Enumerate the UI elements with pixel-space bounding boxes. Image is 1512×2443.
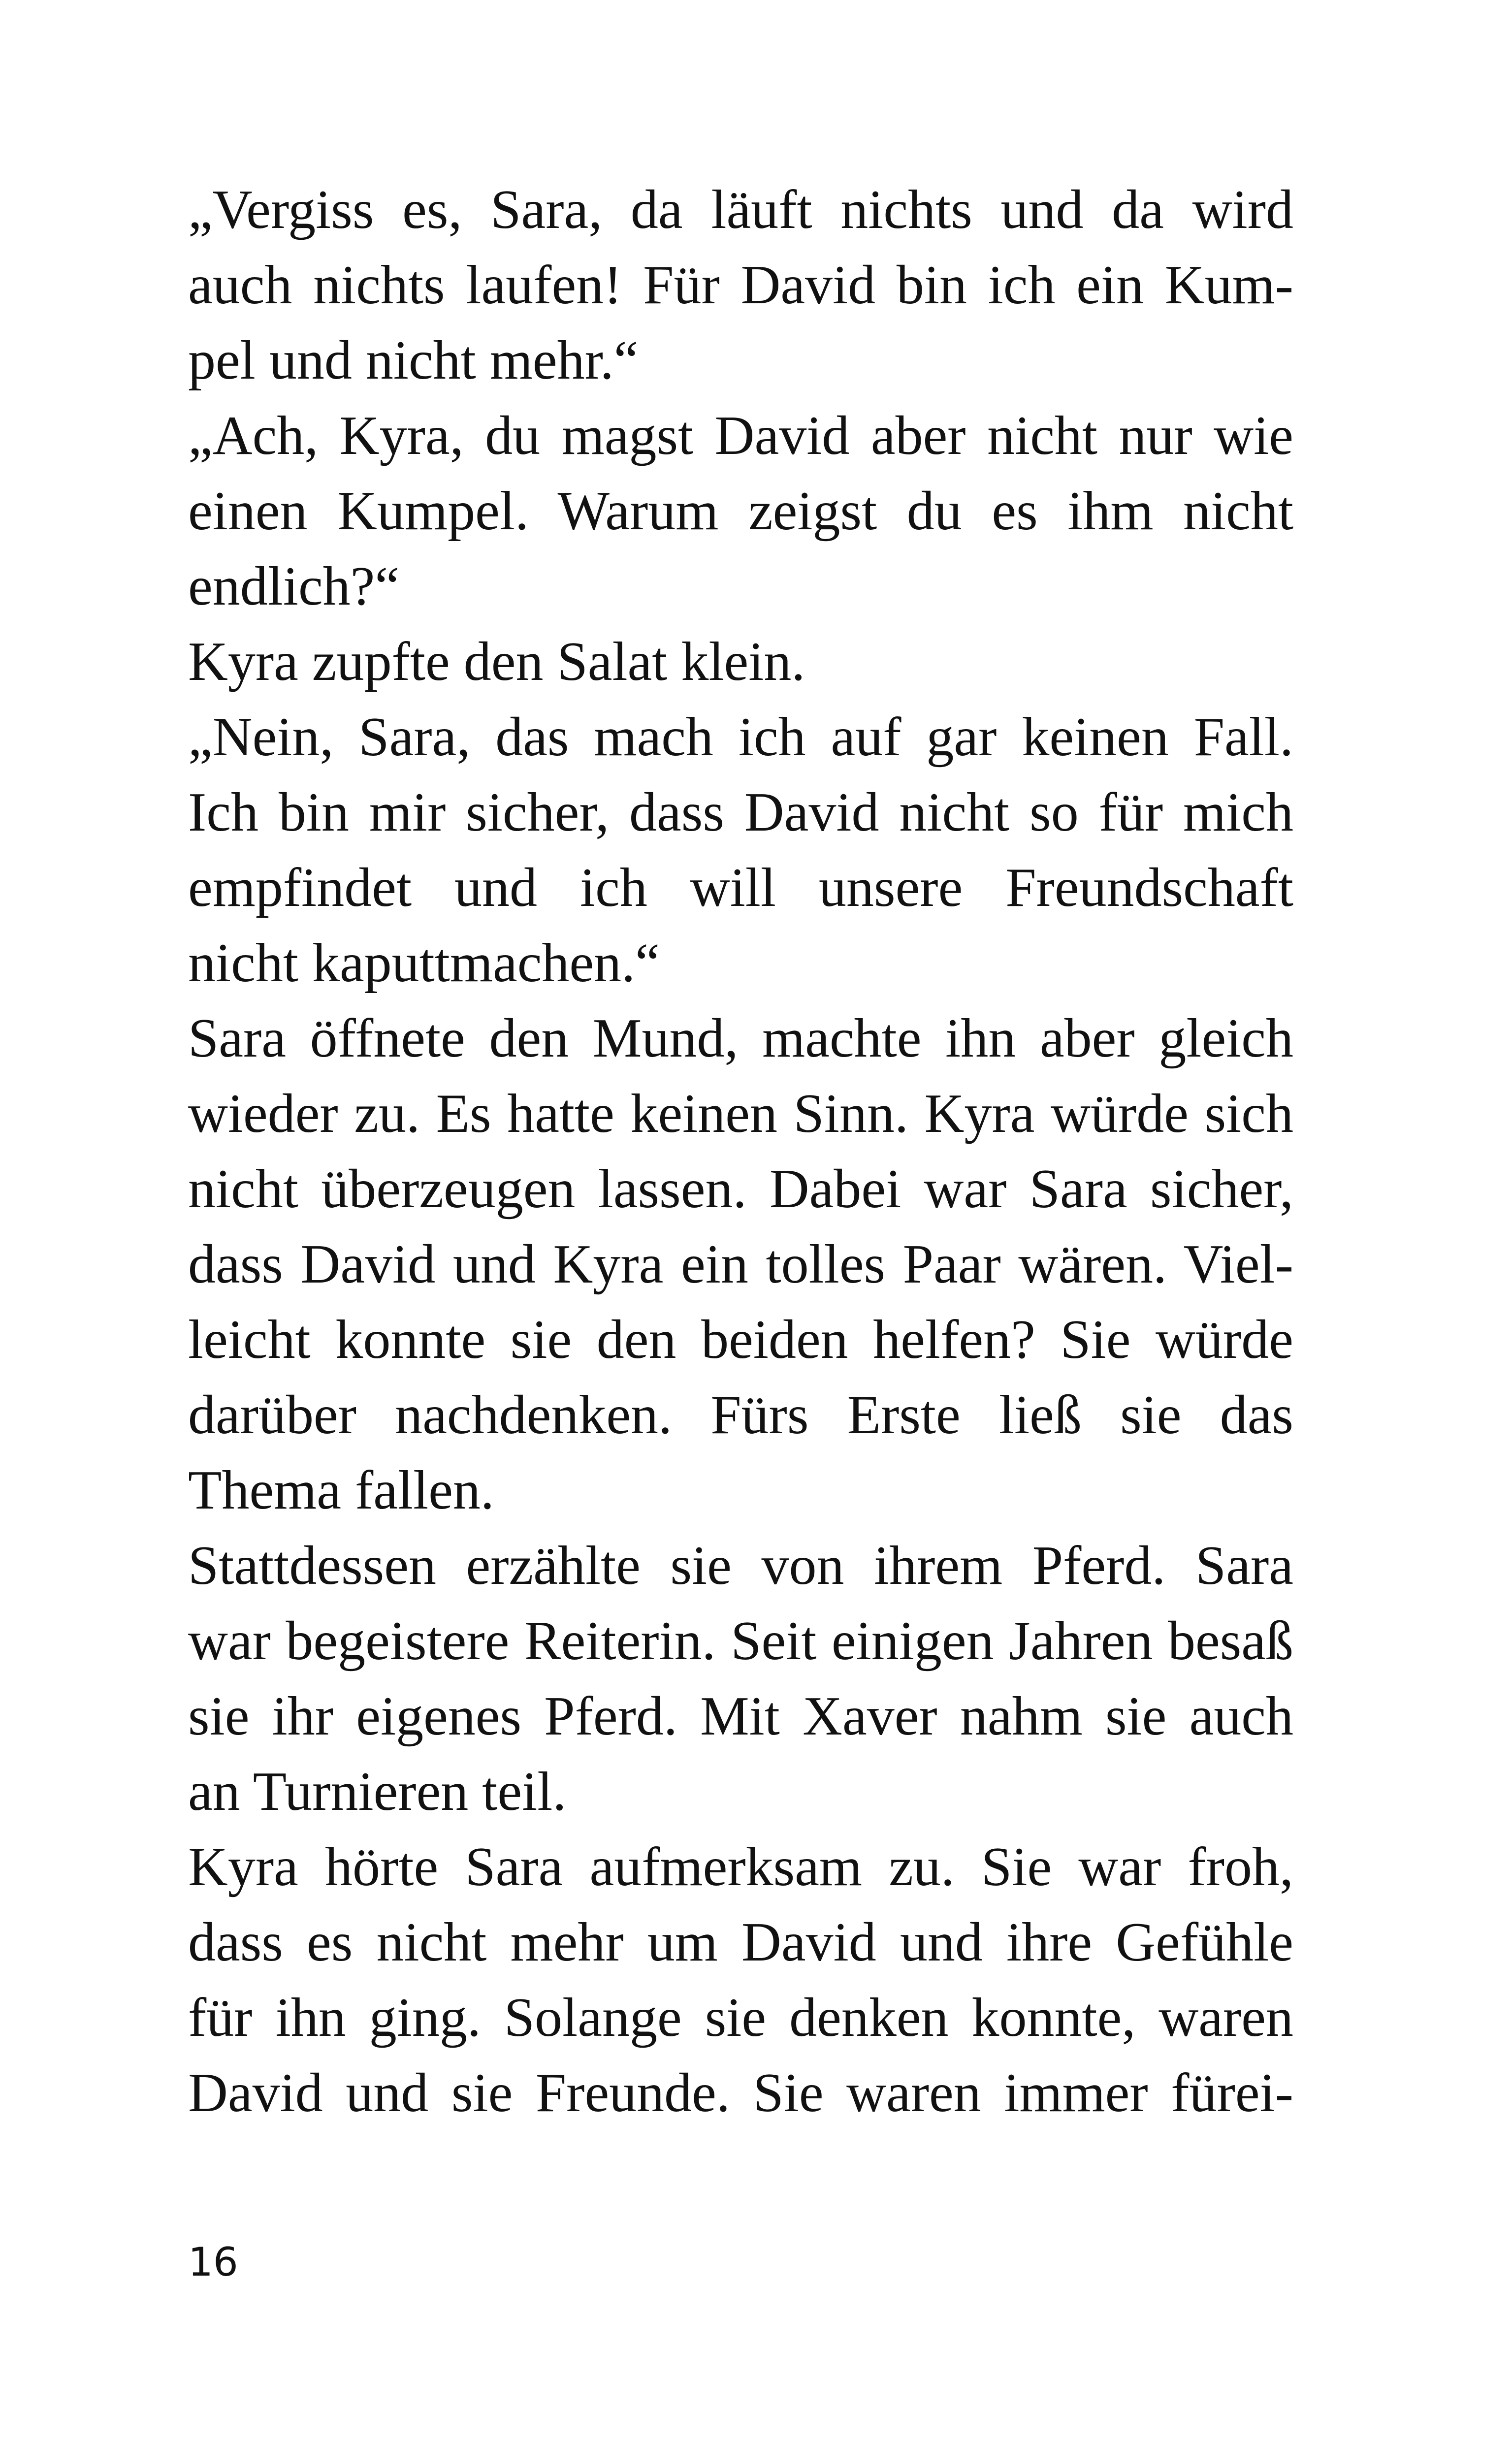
text-line: für ihn ging. Solange sie denken konnte, waren [188, 1987, 1293, 2048]
text-line: einen Kumpel. Warum zeigst du es ihm nicht [188, 481, 1293, 542]
text-line: nicht überzeugen lassen. Dabei war Sara sicher, [188, 1158, 1293, 1220]
page-number: 16 [188, 2239, 238, 2285]
text-line: leicht konnte sie den beiden helfen? Sie würde [188, 1309, 1293, 1370]
text-line: empfindet und ich will unsere Freundschaft [188, 857, 1293, 918]
text-line: sie ihr eigenes Pferd. Mit Xaver nahm sie auch [188, 1686, 1293, 1747]
text-line: Thema fallen. [188, 1460, 494, 1521]
text-line: dass es nicht mehr um David und ihre Gefühle [188, 1912, 1293, 1973]
text-line: nicht kaputtmachen.“ [188, 932, 660, 994]
text-line: David und sie Freunde. Sie waren immer fürei- [188, 2062, 1293, 2123]
text-line: „Nein, Sara, das mach ich auf gar keinen Fall. [188, 707, 1293, 768]
text-line: wieder zu. Es hatte keinen Sinn. Kyra würde sich [188, 1083, 1293, 1144]
text-line: dass David und Kyra ein tolles Paar wären. Viel- [188, 1234, 1293, 1295]
text-line: darüber nachdenken. Fürs Erste ließ sie das [188, 1384, 1293, 1446]
text-line: „Ach, Kyra, du magst David aber nicht nur wie [188, 405, 1293, 466]
text-line: war begeistere Reiterin. Seit einigen Jahren besaß [188, 1610, 1293, 1672]
text-line: an Turnieren teil. [188, 1761, 567, 1822]
body-text [188, 172, 1293, 2131]
text-line: Kyra zupfte den Salat klein. [188, 631, 805, 692]
text-line: Ich bin mir sicher, dass David nicht so für mich [188, 782, 1293, 843]
text-line: endlich?“ [188, 556, 400, 617]
text-line: auch nichts laufen! Für David bin ich ein Kum- [188, 255, 1293, 316]
text-line: Sara öffnete den Mund, machte ihn aber gleich [188, 1008, 1293, 1069]
text-line: Kyra hörte Sara aufmerksam zu. Sie war froh, [188, 1836, 1293, 1897]
text-line: Stattdessen erzählte sie von ihrem Pferd. Sara [188, 1535, 1293, 1596]
text-line: pel und nicht mehr.“ [188, 330, 639, 391]
text-line: „Vergiss es, Sara, da läuft nichts und da wird [188, 179, 1293, 240]
